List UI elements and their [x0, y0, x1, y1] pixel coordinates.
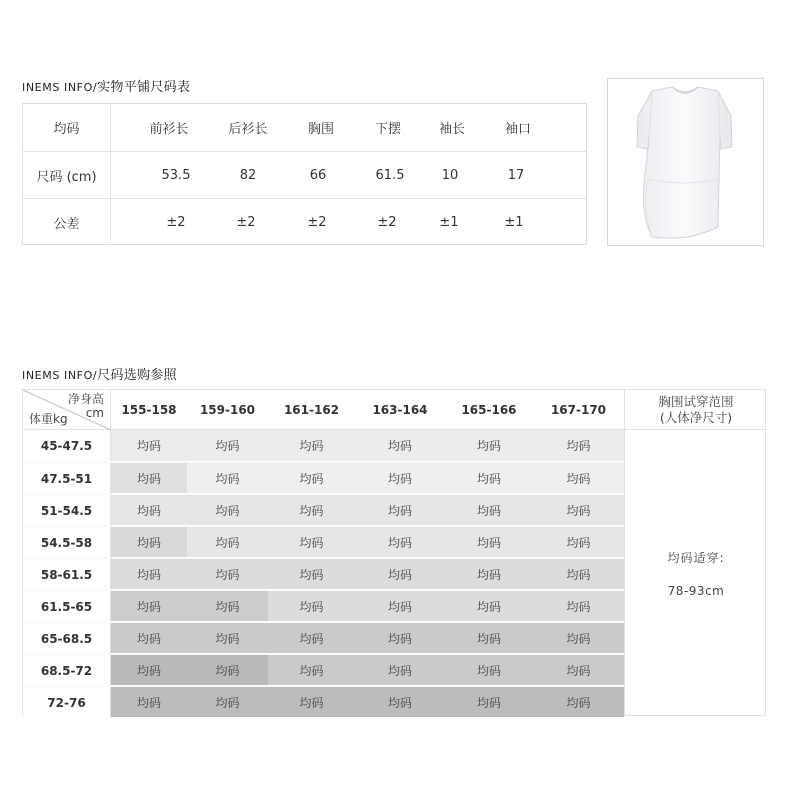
- weight-label: 47.5-51: [23, 463, 111, 494]
- weight-label: 54.5-58: [23, 527, 111, 558]
- chest-fit-label: 均码适穿:: [667, 550, 725, 565]
- size-cell: 均码: [299, 568, 324, 582]
- weight-row: [23, 654, 624, 685]
- white-shirt-illustration: [608, 79, 763, 245]
- tolerance-value: ±2: [307, 214, 327, 230]
- size-cell: 均码: [136, 600, 161, 614]
- tolerance-value: ±2: [236, 214, 256, 230]
- size-cell: 均码: [476, 472, 501, 486]
- size-cell: 均码: [215, 472, 240, 486]
- product-image: [607, 78, 764, 246]
- size-info-heading-en: INEMS INFO/: [22, 81, 98, 94]
- size-cell: 均码: [299, 696, 324, 710]
- tolerance-value: ±2: [377, 214, 397, 230]
- col-sleeve-length: 袖长: [438, 122, 465, 137]
- size-cell: 均码: [299, 600, 324, 614]
- size-value: 82: [239, 167, 257, 183]
- size-cell: 均码: [566, 536, 591, 550]
- size-cell: 均码: [136, 568, 161, 582]
- chest-fit-range: 78-93cm: [667, 583, 725, 598]
- size-cell: 均码: [136, 504, 161, 518]
- col-back-length: 后衫长: [228, 122, 268, 137]
- size-measurement-table: [22, 103, 587, 245]
- size-table-size-row: [23, 151, 586, 198]
- height-header: 165-166: [461, 403, 517, 417]
- weight-row: [23, 590, 624, 621]
- size-info-heading: [22, 76, 190, 95]
- size-value: 66: [309, 167, 327, 183]
- size-cell: 均码: [387, 600, 412, 614]
- weight-row: [23, 494, 624, 525]
- height-header: 163-164: [372, 403, 428, 417]
- size-cell: 均码: [299, 472, 324, 486]
- size-cell: 均码: [387, 632, 412, 646]
- size-cell: 均码: [387, 536, 412, 550]
- height-header: 167-170: [550, 403, 607, 417]
- size-cell: 均码: [215, 504, 240, 518]
- weight-label: 58-61.5: [23, 559, 111, 590]
- size-cell: 均码: [566, 568, 591, 582]
- size-cell: 均码: [387, 504, 412, 518]
- size-value: 17: [507, 167, 525, 183]
- size-value: 61.5: [375, 167, 405, 183]
- size-header-label: 均码: [23, 104, 111, 151]
- size-cell: 均码: [136, 439, 161, 453]
- weight-label: 65-68.5: [23, 623, 111, 654]
- weight-label: 61.5-65: [23, 591, 111, 622]
- size-table-tolerance-row: [23, 198, 586, 245]
- weight-row: [23, 430, 624, 461]
- weight-row: [23, 462, 624, 493]
- weight-label: 45-47.5: [23, 430, 111, 461]
- size-cell: 均码: [136, 536, 161, 550]
- size-cell: 均码: [299, 439, 324, 453]
- size-cell: 均码: [299, 664, 324, 678]
- corner-header-cell: [23, 390, 111, 430]
- size-cell: 均码: [387, 439, 412, 453]
- col-chest: 胸围: [307, 122, 334, 137]
- size-cell: 均码: [387, 696, 412, 710]
- size-cell: 均码: [476, 504, 501, 518]
- size-cell: 均码: [136, 664, 161, 678]
- size-cell: 均码: [476, 568, 501, 582]
- corner-height-label: [68, 392, 104, 420]
- size-cell: 均码: [136, 632, 161, 646]
- size-row-label: 尺码 (cm): [23, 152, 111, 198]
- size-cell: 均码: [566, 472, 591, 486]
- tolerance-value: ±2: [166, 214, 186, 230]
- weight-row: [23, 686, 624, 717]
- size-cell: 均码: [215, 632, 240, 646]
- size-cell: 均码: [387, 472, 412, 486]
- weight-row: [23, 622, 624, 653]
- size-cell: 均码: [387, 664, 412, 678]
- size-cell: 均码: [215, 600, 240, 614]
- size-cell: 均码: [215, 439, 240, 453]
- size-selection-table: [22, 389, 766, 716]
- size-cell: 均码: [387, 568, 412, 582]
- col-front-length: 前衫长: [149, 122, 189, 137]
- size-cell: 均码: [476, 439, 501, 453]
- chest-range-title: 胸围试穿范围: [658, 394, 734, 409]
- chest-range-header: [624, 390, 767, 430]
- height-header: 161-162: [283, 403, 340, 417]
- size-cell: 均码: [215, 568, 240, 582]
- weight-label: 51-54.5: [23, 495, 111, 526]
- height-header: 159-160: [199, 403, 256, 417]
- size-cell: 均码: [566, 439, 591, 453]
- size-guide-heading: [22, 364, 177, 383]
- chest-range-subtitle: (人体净尺寸): [659, 410, 733, 425]
- weight-label: 72-76: [23, 687, 111, 718]
- size-cell: 均码: [566, 600, 591, 614]
- size-value: 53.5: [161, 167, 191, 183]
- chest-fit-cell: [624, 430, 767, 716]
- size-cell: 均码: [136, 472, 161, 486]
- corner-height-unit: cm: [85, 406, 104, 420]
- size-cell: 均码: [215, 664, 240, 678]
- tolerance-value: ±1: [504, 214, 524, 230]
- size-cell: 均码: [476, 696, 501, 710]
- size-cell: 均码: [566, 504, 591, 518]
- size-guide-heading-en: INEMS INFO/: [22, 369, 98, 382]
- weight-row: [23, 526, 624, 557]
- size-table-header-row: [23, 104, 586, 151]
- weight-row: [23, 558, 624, 589]
- col-cuff: 袖口: [504, 122, 531, 137]
- col-hem: 下摆: [374, 122, 401, 137]
- size-cell: 均码: [215, 696, 240, 710]
- size-cell: 均码: [476, 664, 501, 678]
- size-cell: 均码: [476, 600, 501, 614]
- weight-label: 68.5-72: [23, 655, 111, 686]
- tolerance-row-label: 公差: [23, 199, 111, 245]
- size-cell: 均码: [476, 536, 501, 550]
- size-info-heading-cn: 实物平铺尺码表: [97, 80, 191, 95]
- size-cell: 均码: [136, 696, 161, 710]
- size-guide-heading-cn: 尺码选购参照: [97, 368, 177, 383]
- size-cell: 均码: [566, 696, 591, 710]
- size-cell: 均码: [215, 536, 240, 550]
- height-header-row: [23, 390, 767, 430]
- size-cell: 均码: [566, 632, 591, 646]
- size-value: 10: [441, 167, 459, 183]
- tolerance-value: ±1: [439, 214, 459, 230]
- size-cell: 均码: [566, 664, 591, 678]
- size-cell: 均码: [299, 504, 324, 518]
- size-cell: 均码: [476, 632, 501, 646]
- size-cell: 均码: [299, 632, 324, 646]
- corner-height-text: 净身高: [67, 392, 104, 406]
- corner-weight-label: 体重kg: [29, 412, 68, 426]
- size-cell: 均码: [299, 536, 324, 550]
- height-header: 155-158: [121, 403, 177, 417]
